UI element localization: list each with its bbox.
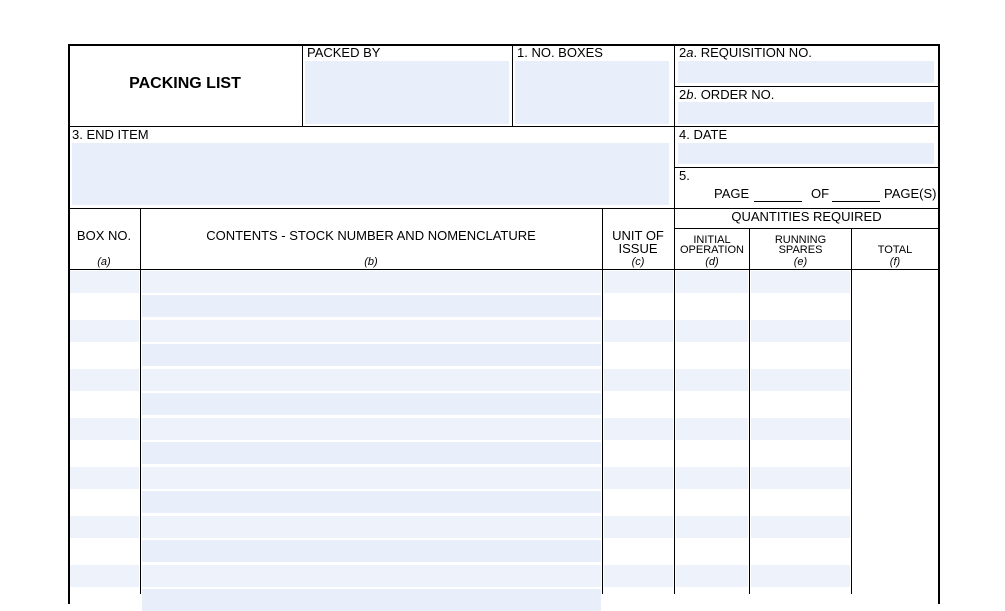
end-item-field[interactable] bbox=[72, 143, 669, 205]
contents-cell[interactable] bbox=[142, 369, 601, 391]
contents-header: CONTENTS - STOCK NUMBER AND NOMENCLATURE bbox=[206, 228, 536, 243]
operation-header: OPERATION bbox=[680, 244, 744, 256]
contents-sub: (b) bbox=[364, 256, 378, 268]
contents-cell[interactable] bbox=[142, 540, 601, 562]
contents-cell[interactable] bbox=[142, 295, 601, 317]
unit-cell[interactable] bbox=[604, 442, 673, 464]
page-label: PAGE bbox=[714, 186, 750, 201]
initial-sub: (d) bbox=[705, 256, 719, 268]
running-cell[interactable] bbox=[751, 320, 850, 342]
order-no-field[interactable] bbox=[678, 102, 934, 124]
unit-cell[interactable] bbox=[604, 565, 673, 587]
contents-cell[interactable] bbox=[142, 516, 601, 538]
initial-cell[interactable] bbox=[676, 540, 748, 562]
initial-cell[interactable] bbox=[676, 344, 748, 366]
initial-cell[interactable] bbox=[676, 320, 748, 342]
running-cell[interactable] bbox=[751, 565, 850, 587]
box-no-cell[interactable] bbox=[70, 369, 139, 391]
divider bbox=[749, 228, 750, 594]
initial-cell[interactable] bbox=[676, 271, 748, 293]
total-sub: (f) bbox=[889, 256, 901, 268]
initial-cell[interactable] bbox=[676, 295, 748, 317]
unit-sub: (c) bbox=[631, 256, 645, 268]
box-no-cell[interactable] bbox=[70, 467, 139, 489]
date-label: 4. DATE bbox=[679, 127, 728, 142]
box-no-cell[interactable] bbox=[70, 393, 139, 415]
running-cell[interactable] bbox=[751, 516, 850, 538]
divider bbox=[512, 44, 513, 127]
initial-cell[interactable] bbox=[676, 393, 748, 415]
running-cell[interactable] bbox=[751, 271, 850, 293]
contents-cell[interactable] bbox=[142, 271, 601, 293]
packed-by-field[interactable] bbox=[305, 61, 509, 124]
unit-cell[interactable] bbox=[604, 295, 673, 317]
date-field[interactable] bbox=[678, 143, 934, 164]
box-no-cell[interactable] bbox=[70, 320, 139, 342]
running-cell[interactable] bbox=[751, 491, 850, 513]
box-no-cell[interactable] bbox=[70, 442, 139, 464]
unit-cell[interactable] bbox=[604, 271, 673, 293]
order-no-label: 2b. ORDER NO. bbox=[679, 87, 775, 102]
contents-cell[interactable] bbox=[142, 589, 601, 611]
running-header: RUNNING bbox=[774, 234, 827, 246]
running-sub: (e) bbox=[793, 256, 808, 268]
initial-cell[interactable] bbox=[676, 589, 748, 611]
of-label: OF bbox=[811, 186, 830, 201]
running-cell[interactable] bbox=[751, 589, 850, 611]
no-boxes-field[interactable] bbox=[515, 61, 669, 124]
requisition-no-label: 2a. REQUISITION NO. bbox=[679, 45, 812, 60]
divider bbox=[674, 167, 940, 168]
unit-cell[interactable] bbox=[604, 516, 673, 538]
unit-of-header: UNIT OF bbox=[612, 228, 664, 243]
item-five-label: 5. bbox=[679, 168, 690, 183]
quantities-header: QUANTITIES REQUIRED bbox=[731, 209, 882, 224]
running-cell[interactable] bbox=[751, 344, 850, 366]
unit-cell[interactable] bbox=[604, 369, 673, 391]
running-cell[interactable] bbox=[751, 418, 850, 440]
divider bbox=[302, 44, 303, 127]
unit-cell[interactable] bbox=[604, 589, 673, 611]
spares-header: SPARES bbox=[778, 244, 823, 256]
divider bbox=[68, 269, 940, 270]
total-pages-field[interactable] bbox=[832, 201, 880, 202]
initial-cell[interactable] bbox=[676, 369, 748, 391]
no-boxes-label: 1. NO. BOXES bbox=[517, 45, 603, 60]
unit-cell[interactable] bbox=[604, 540, 673, 562]
running-cell[interactable] bbox=[751, 393, 850, 415]
packed-by-label: PACKED BY bbox=[307, 45, 381, 60]
contents-cell[interactable] bbox=[142, 393, 601, 415]
running-cell[interactable] bbox=[751, 467, 850, 489]
contents-cell[interactable] bbox=[142, 320, 601, 342]
running-cell[interactable] bbox=[751, 369, 850, 391]
box-no-cell[interactable] bbox=[70, 344, 139, 366]
issue-header: ISSUE bbox=[618, 241, 658, 256]
running-cell[interactable] bbox=[751, 442, 850, 464]
box-no-cell[interactable] bbox=[70, 540, 139, 562]
box-no-cell[interactable] bbox=[70, 565, 139, 587]
contents-cell[interactable] bbox=[142, 442, 601, 464]
box-no-cell[interactable] bbox=[70, 491, 139, 513]
requisition-no-field[interactable] bbox=[678, 61, 934, 83]
initial-header: INITIAL bbox=[693, 234, 731, 246]
total-header: TOTAL bbox=[877, 244, 913, 256]
unit-cell[interactable] bbox=[604, 491, 673, 513]
page-title: PACKING LIST bbox=[129, 75, 241, 92]
divider bbox=[851, 228, 852, 594]
unit-cell[interactable] bbox=[604, 467, 673, 489]
initial-cell[interactable] bbox=[676, 491, 748, 513]
running-cell[interactable] bbox=[751, 540, 850, 562]
running-cell[interactable] bbox=[751, 295, 850, 317]
divider bbox=[68, 126, 940, 127]
end-item-label: 3. END ITEM bbox=[72, 127, 149, 142]
contents-cell[interactable] bbox=[142, 344, 601, 366]
divider bbox=[674, 228, 940, 229]
initial-cell[interactable] bbox=[676, 467, 748, 489]
initial-cell[interactable] bbox=[676, 565, 748, 587]
initial-cell[interactable] bbox=[676, 418, 748, 440]
unit-cell[interactable] bbox=[604, 320, 673, 342]
unit-cell[interactable] bbox=[604, 344, 673, 366]
contents-cell[interactable] bbox=[142, 565, 601, 587]
box-no-cell[interactable] bbox=[70, 589, 139, 611]
box-no-cell[interactable] bbox=[70, 271, 139, 293]
box-no-sub: (a) bbox=[97, 256, 111, 268]
box-no-cell[interactable] bbox=[70, 295, 139, 317]
unit-cell[interactable] bbox=[604, 418, 673, 440]
initial-cell[interactable] bbox=[676, 442, 748, 464]
contents-cell[interactable] bbox=[142, 467, 601, 489]
box-no-cell[interactable] bbox=[70, 516, 139, 538]
pages-label: PAGE(S) bbox=[884, 186, 937, 201]
initial-cell[interactable] bbox=[676, 516, 748, 538]
contents-cell[interactable] bbox=[142, 418, 601, 440]
unit-cell[interactable] bbox=[604, 393, 673, 415]
contents-cell[interactable] bbox=[142, 491, 601, 513]
page-number-field[interactable] bbox=[754, 201, 802, 202]
box-no-header: BOX NO. bbox=[76, 228, 132, 243]
box-no-cell[interactable] bbox=[70, 418, 139, 440]
